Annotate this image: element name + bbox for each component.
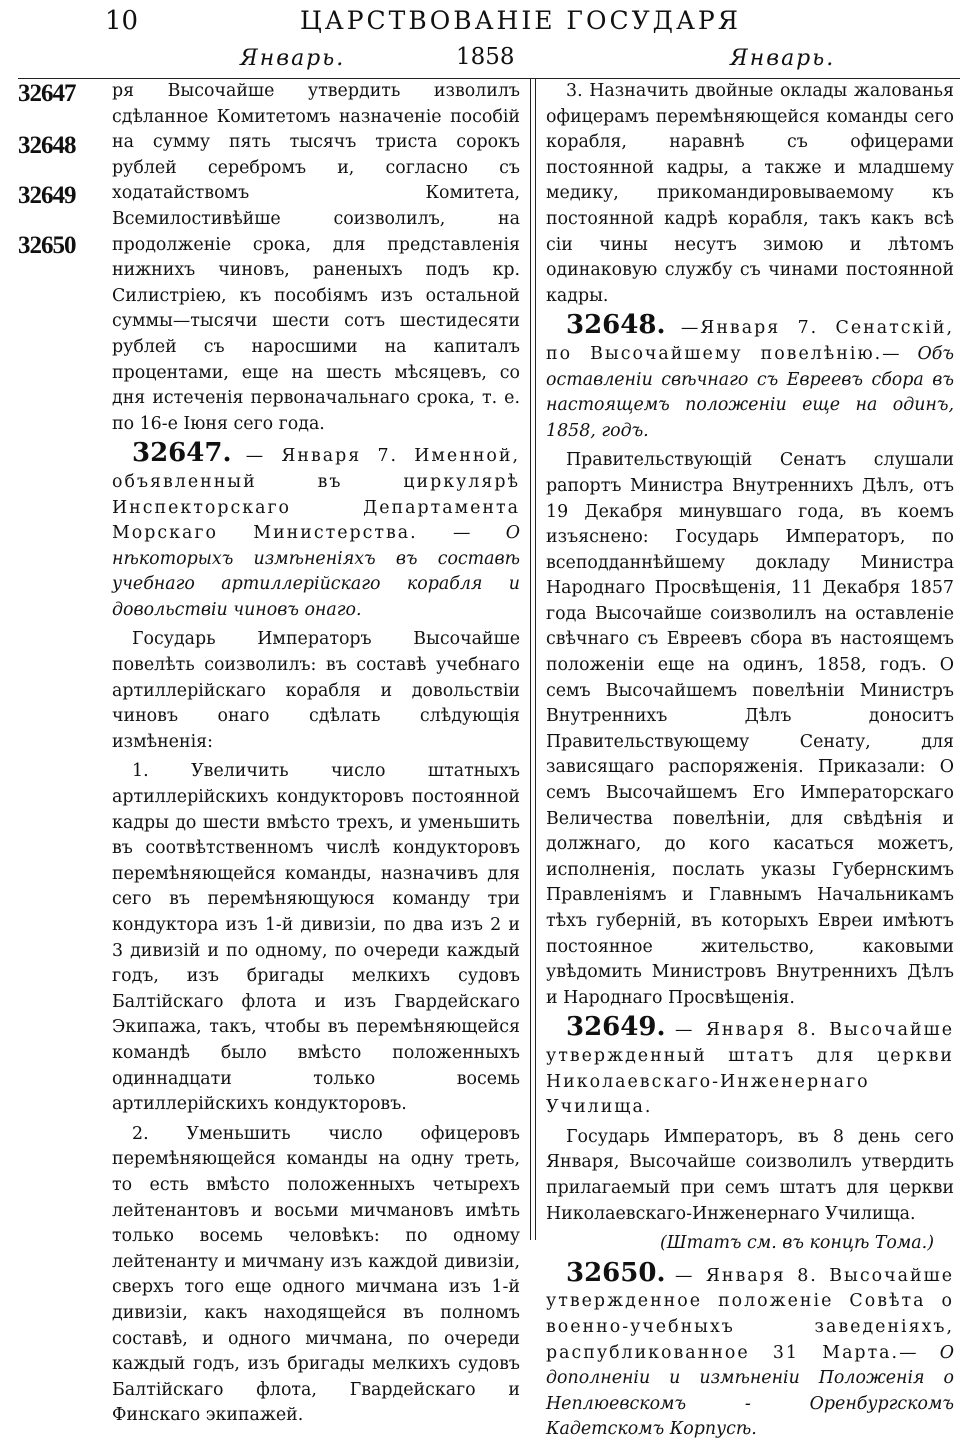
entry-number: 32649. bbox=[566, 1012, 666, 1043]
month-left: Январь. bbox=[240, 46, 346, 71]
note: (Штатъ см. въ концѣ Тома.) bbox=[659, 1233, 934, 1254]
entry-header: —Января 7. Сенатскій, по Высочайшему повелѣнію.— bbox=[546, 318, 955, 364]
right-column bbox=[546, 79, 954, 1447]
entry-32650-heading bbox=[546, 1257, 955, 1443]
paragraph: Государь Императоръ Высочайше повелѣть соизволилъ: въ составѣ учебнаго артиллерійскаго корабля и довольствіи чиновъ онаго сдѣлать слѣдующія измѣненія: bbox=[112, 629, 520, 752]
entry-32648-heading bbox=[546, 310, 955, 444]
left-column bbox=[112, 79, 520, 1433]
paragraph: 3. Назначить двойные оклады жалованья офицерамъ перемѣняющейся команды сего корабля, наравнѣ съ офицерами постоянной кадры, а также и младшему медику, прикомандировываемому къ постоянной кадрѣ корабля, такъ какъ всѣ сіи чины несутъ зимою и лѣтомъ одинаковую службу съ чинами постоянной кадры. bbox=[546, 81, 954, 306]
entry-header: — Января 8. Высочайше утвержденный штатъ для церкви Николаевскаго-Инженернаго Училища. bbox=[546, 1020, 954, 1118]
paragraph: 2. Уменьшить число офицеровъ перемѣняющейся команды на одну треть, то есть вмѣсто положенныхъ четырехъ лейтенантовъ и восьми мичмановъ имѣть только восемь человѣкъ: по одному лейтенанту и мичману изъ каждой дивизіи, сверхъ того еще одного мичмана изъ 1-й дивизіи, какъ находящейся въ полномъ составѣ, и одного мичмана, по очереди каждый годъ, изъ бригады мелкихъ судовъ Балтійскаго флота, Гвардейскаго и Финскаго экипажей. bbox=[112, 1123, 520, 1426]
entry-title: О дополненіи и измѣненіи Положенія о Неплюевскомъ - Оренбургскомъ Кадетскомъ Корпусѣ. bbox=[546, 1342, 955, 1440]
entry-number: 32650. bbox=[566, 1257, 666, 1288]
entry-32649-heading bbox=[546, 1012, 954, 1120]
paragraph: Правительствующій Сенатъ слушали рапортъ Министра Внутреннихъ Дѣлъ, отъ 19 Декабря минувшаго года, въ коемъ изъяснено: Государь Императоръ, по всеподданнѣйшему докладу Министра Народнаго Просвѣщенія, 11 Декабря 1857 года Высочайше соизволилъ на оставленіе свѣчнаго съ Евреевъ сбора въ настоящемъ положеніи еще на одинъ, 1858, годъ. О семъ Высочайшемъ повелѣніи Министръ Внутреннихъ Дѣлъ доноситъ Правительствующему Сенату, для зависящаго распоряженія. Приказали: О семъ Высочайшемъ Его Императорскаго Величества повелѣніи, для свѣдѣнія и должнаго, до кого касаться можетъ, исполненія, послать указы Губернскимъ Правленіямъ и Главнымъ Начальникамъ тѣхъ губерній, въ которыхъ Евреи имѣютъ постоянное жительство, каковыми увѣдомить Министровъ Внутреннихъ Дѣлъ и Народнаго Просвѣщенія. bbox=[546, 450, 954, 1008]
month-right: Январь. bbox=[730, 46, 836, 71]
margin-number: 32648 bbox=[18, 132, 76, 159]
column-divider bbox=[530, 78, 536, 1240]
entry-number: 32647. bbox=[132, 438, 232, 469]
entry-number: 32648. bbox=[566, 310, 666, 341]
margin-number: 32649 bbox=[18, 182, 76, 209]
entry-32647-heading bbox=[112, 438, 521, 623]
paragraph: Государь Императоръ, въ 8 день сего Января, Высочайше соизволилъ утвердить прилагаемый при семъ штатъ для церкви Николаевскаго-Инженернаго Училища. bbox=[546, 1126, 954, 1224]
entry-header: — Января 8. Высочайше утвержденное положеніе Совѣта о военно-учебныхъ заведеніяхъ, распубликованное 31 Марта.— bbox=[546, 1265, 954, 1363]
margin-number: 32650 bbox=[18, 232, 76, 259]
intro-paragraph: ря Высочайше утвердить изволилъ сдѣланное Комитетомъ назначеніе пособій на сумму пять тысячъ триста сорокъ рублей серебромъ и, согласно съ ходатайствомъ Комитета, Всемилостивѣйше соизволилъ, на продолженіе срока, для представленія нижнихъ чиновъ, раненыхъ подъ кр. Силистріею, къ пособіямъ изъ остальной суммы—тысячи шести сотъ шестидесяти рублей съ наросшими на капиталъ процентами, еще на шесть мѣсяцевъ, со дня истеченія первоначальнаго срока, т. е. по 16-е Іюня сего года. bbox=[112, 81, 520, 434]
running-title: ЦАРСТВОВАНІЕ ГОСУДАРЯ bbox=[300, 6, 741, 35]
entry-title: Объ оставленіи свѣчнаго съ Евреевъ сбора въ настоящемъ положеніи еще на одинъ, 1858, годъ. bbox=[546, 343, 955, 441]
paragraph: 1. Увеличить число штатныхъ артиллерійскихъ кондукторовъ постоянной кадры до шести вмѣсто трехъ, и уменьшить въ соотвѣтственномъ числѣ кондукторовъ перемѣняющейся команды, назначивъ для сего въ перемѣняющуюся команду три кондуктора изъ 1-й дивизіи, по два изъ 2 и 3 дивизій и по одному, по очереди каждый годъ, изъ бригады мелкихъ судовъ Балтійскаго флота и изъ Гвардейскаго Экипажа, такъ, чтобы въ перемѣняющейся командѣ было вмѣсто положенныхъ одиннадцати только восемь артиллерійскихъ кондукторовъ. bbox=[112, 761, 520, 1115]
entry-header: — Января 7. Именной, объявленный въ циркулярѣ Инспекторскаго Департамента Морскаго Министерства. — bbox=[112, 446, 520, 544]
page-number: 10 bbox=[105, 6, 139, 36]
margin-number: 32647 bbox=[18, 80, 76, 107]
entry-title: О нѣкоторыхъ измѣненіяхъ въ составѣ учебнаго артиллерійскаго корабля и довольствіи чиновъ онаго. bbox=[112, 523, 521, 620]
year: 1858 bbox=[456, 44, 515, 70]
